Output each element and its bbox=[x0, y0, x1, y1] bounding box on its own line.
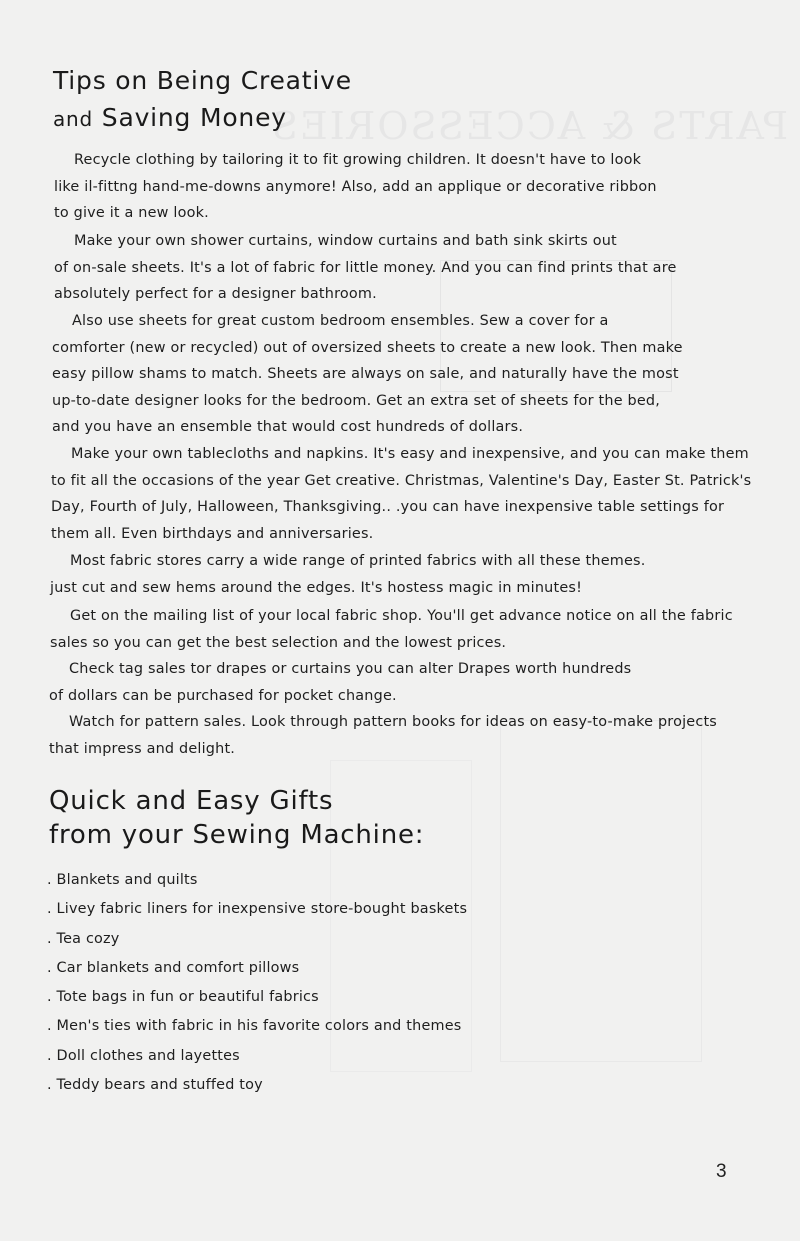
bleed-through-box bbox=[500, 720, 702, 1062]
text-line: sales so you can get the best selection and the lowest prices. bbox=[50, 634, 507, 651]
bleed-through-text: PARTS & ACCESSORIES bbox=[270, 104, 789, 148]
text-line: absolutely perfect for a designer bathroom. bbox=[54, 286, 377, 302]
list-item: . Men's ties with fabric in his favorite colors and themes bbox=[47, 1018, 462, 1035]
section-title-tips bbox=[53, 62, 352, 138]
text-line: of on-sale sheets. It's a lot of fabric for little money. And you can find prints that are bbox=[54, 259, 677, 276]
list-item: . Car blankets and comfort pillows bbox=[47, 959, 300, 976]
section-title-line1: Quick and Easy Gifts bbox=[49, 786, 334, 816]
text-line: Get on the mailing list of your local fabric shop. You'll get advance notice on all the fabric bbox=[70, 608, 733, 624]
text-line: comforter (new or recycled) out of oversized sheets to create a new look. Then make bbox=[52, 339, 683, 356]
paragraph-bedroom-ensembles bbox=[52, 308, 683, 441]
text-line: Check tag sales tor drapes or curtains you can alter Drapes worth hundreds bbox=[69, 661, 632, 677]
section-title-and: and bbox=[53, 107, 94, 131]
text-line: that impress and delight. bbox=[49, 740, 236, 757]
paragraph-tag-sales bbox=[49, 656, 631, 709]
list-item: . Tea cozy bbox=[47, 930, 120, 947]
paragraph-tablecloths bbox=[51, 441, 751, 547]
section-title-gifts bbox=[49, 784, 424, 852]
list-item: . Livey fabric liners for inexpensive store-bought baskets bbox=[47, 901, 468, 918]
paragraph-mailing-list bbox=[50, 603, 733, 656]
text-line: Watch for pattern sales. Look through pattern books for ideas on easy-to-make projects bbox=[69, 714, 717, 730]
text-line: and you have an ensemble that would cost hundreds of dollars. bbox=[52, 419, 524, 435]
text-line: to give it a new look. bbox=[54, 205, 209, 221]
paragraph-printed-fabrics bbox=[50, 548, 646, 601]
text-line: easy pillow shams to match. Sheets are always on sale, and naturally have the most bbox=[52, 366, 679, 382]
list-item: . Tote bags in fun or beautiful fabrics bbox=[47, 989, 319, 1006]
page-number: 3 bbox=[716, 1161, 727, 1182]
text-line: Make your own shower curtains, window curtains and bath sink skirts out bbox=[74, 233, 617, 249]
paragraph-recycle-clothing bbox=[54, 147, 657, 227]
text-line: up-to-date designer looks for the bedroom. Get an extra set of sheets for the bed, bbox=[52, 392, 661, 409]
text-line: like il-fittng hand-me-downs anymore! Also, add an applique or decorative ribbon bbox=[54, 178, 657, 195]
text-line: just cut and sew hems around the edges. It's hostess magic in minutes! bbox=[50, 579, 583, 596]
text-line: Also use sheets for great custom bedroom ensembles. Sew a cover for a bbox=[72, 313, 609, 329]
section-title-line2: from your Sewing Machine: bbox=[49, 820, 425, 850]
text-line: Recycle clothing by tailoring it to fit growing children. It doesn't have to look bbox=[74, 152, 642, 168]
list-item: . Doll clothes and layettes bbox=[47, 1047, 240, 1064]
section-title-line1: Tips on Being Creative bbox=[53, 66, 352, 95]
list-item: . Teddy bears and stuffed toy bbox=[47, 1077, 263, 1094]
paragraph-shower-curtains bbox=[54, 228, 677, 308]
text-line: Day, Fourth of July, Halloween, Thanksgiving.. .you can have inexpensive table settings for bbox=[51, 499, 725, 515]
text-line: Make your own tablecloths and napkins. It's easy and inexpensive, and you can make them bbox=[71, 446, 749, 462]
section-title-rest: Saving Money bbox=[101, 103, 287, 132]
text-line: Most fabric stores carry a wide range of printed fabrics with all these themes. bbox=[70, 553, 646, 569]
gift-list bbox=[47, 866, 467, 1100]
text-line: of dollars can be purchased for pocket change. bbox=[49, 687, 397, 704]
paragraph-pattern-sales bbox=[49, 709, 717, 762]
text-line: them all. Even birthdays and anniversaries. bbox=[51, 525, 374, 542]
list-item: . Blankets and quilts bbox=[47, 872, 198, 888]
text-line: to fit all the occasions of the year Get creative. Christmas, Valentine's Day, Easter St. Patrick's bbox=[51, 472, 752, 489]
